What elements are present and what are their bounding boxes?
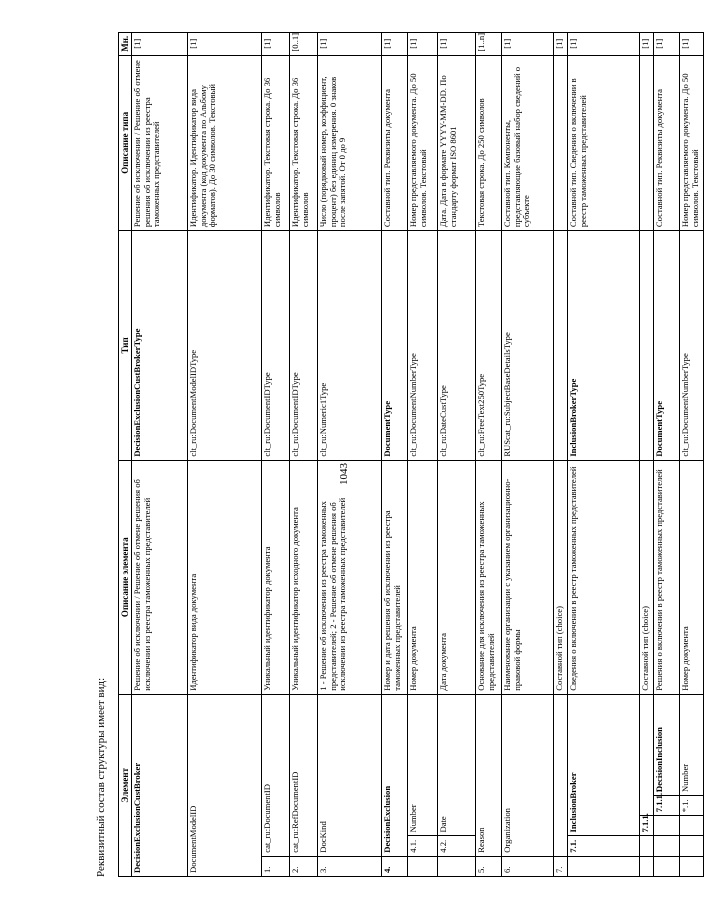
table-row xyxy=(408,33,438,877)
element-desc: Дата документа xyxy=(438,460,476,694)
element-number: 1. xyxy=(262,856,290,876)
type-name: DocumentType xyxy=(654,231,680,461)
page-number: 1043 xyxy=(338,463,350,485)
element-number: 4. xyxy=(382,856,408,876)
type-name: clt_ru:DocumentModelIDType xyxy=(188,231,262,461)
element-name: DocKind xyxy=(318,694,382,856)
table-row xyxy=(438,33,476,877)
intro-text: Реквизитный состав структуры имеет вид: xyxy=(95,677,107,877)
type-desc: Текстовая строка. До 250 символов xyxy=(476,55,502,231)
element-desc: Номер документа xyxy=(408,460,438,694)
element-name: DocumentModelID xyxy=(188,694,262,876)
element-name xyxy=(640,694,654,816)
element-desc: Сведения о включении в реестр таможенных представителей xyxy=(568,460,640,694)
multiplicity: [1] xyxy=(408,33,438,56)
type-name: DocumentType xyxy=(382,231,408,461)
multiplicity: [1] xyxy=(654,33,680,56)
type-name xyxy=(554,231,568,461)
multiplicity: [1] xyxy=(680,33,704,56)
table-header-row xyxy=(119,33,132,877)
multiplicity: [0..1] xyxy=(290,33,318,56)
table-row xyxy=(554,33,568,877)
type-name: clt_ru:DocumentNumberType xyxy=(408,231,438,461)
table-row xyxy=(654,33,680,877)
element-number: 7.1.1.1. xyxy=(654,796,680,816)
header-mn: Мн. xyxy=(119,33,132,56)
element-name: cat_ru:RefDocumentID xyxy=(290,694,318,856)
type-name: DecisionExclusionCustBrokerType xyxy=(132,231,188,461)
element-number: 6. xyxy=(502,856,554,876)
table-row xyxy=(290,33,318,877)
requisite-table xyxy=(118,32,704,877)
type-desc: Составной тип. Сведения о включении в реестр таможенных представителей xyxy=(568,55,640,231)
type-desc: Решение об исключении / Решение об отмене решения об исключении из реестра таможенных представителей xyxy=(132,55,188,231)
header-type: Тип xyxy=(119,231,132,461)
header-type-desc: Описание типа xyxy=(119,55,132,231)
table-row xyxy=(382,33,408,877)
element-name: cat_ru:DocumentID xyxy=(262,694,290,856)
element-number: 5. xyxy=(476,856,502,876)
element-name: Date xyxy=(438,694,476,836)
element-number: 3. xyxy=(318,856,382,876)
type-desc: Составной тип. Компоненты, представляющие базовый набор сведений о субъекте xyxy=(502,55,554,231)
table-row xyxy=(568,33,640,877)
type-desc: Номер представляемого документа. До 50 символов. Текстовый xyxy=(408,55,438,231)
multiplicity: [1..n] xyxy=(476,33,502,56)
type-desc xyxy=(554,55,568,231)
table-row xyxy=(262,33,290,877)
type-desc: Число (порядковый номер, коэффициент, процент) без единиц измерения. 0 знаков после запятой. От 0 до 9 xyxy=(318,55,382,231)
element-desc: Решение об исключении / Решение об отмене решения об исключении из реестра таможенных представителей xyxy=(132,460,188,694)
element-number: 7.1.1. xyxy=(640,816,654,836)
type-desc: Идентификатор. Текстовая строка. До 36 символов xyxy=(262,55,290,231)
element-desc: Составной тип (choice) xyxy=(554,460,568,694)
type-name: clt_ru:DocumentNumberType xyxy=(680,231,704,461)
type-name: RUScat_ru:SubjectBaseDetailsType xyxy=(502,231,554,461)
header-element: Элемент xyxy=(119,694,132,876)
multiplicity: [1] xyxy=(640,33,654,56)
element-name: Organization xyxy=(502,694,554,856)
type-name: clt_ru:FreeText250Type xyxy=(476,231,502,461)
type-name: clt_ru:Numeric1Type xyxy=(318,231,382,461)
type-name xyxy=(640,231,654,461)
multiplicity: [1] xyxy=(554,33,568,56)
element-desc: Номер документа xyxy=(680,460,704,694)
element-desc: Решения о включении в реестр таможенных представителей xyxy=(654,460,680,694)
multiplicity: [1] xyxy=(188,33,262,56)
element-desc: Уникальный идентификатор исходного документа xyxy=(290,460,318,694)
element-name: Number xyxy=(680,694,704,795)
element-name: DecisionInclusion xyxy=(654,694,680,795)
type-name: clt_ru:DocumentIDType xyxy=(290,231,318,461)
multiplicity: [1] xyxy=(382,33,408,56)
element-name: DecisionExclusion xyxy=(382,694,408,856)
element-name: Number xyxy=(408,694,438,836)
type-desc: Номер представляемого документа. До 50 символов. Текстовый xyxy=(680,55,704,231)
type-desc xyxy=(640,55,654,231)
type-desc: Идентификатор. Текстовая строка. До 36 символов xyxy=(290,55,318,231)
element-number: 4.2. xyxy=(438,836,476,856)
element-number: 7. xyxy=(554,856,568,876)
element-number: 4.1. xyxy=(408,836,438,856)
element-desc: 1 - Решение об исключении из реестра таможенных представителей; 2 - Решение об отмене решения об исключении из реестра таможенных представителей xyxy=(318,460,382,694)
element-number: 7.1. xyxy=(568,836,640,856)
table-row xyxy=(502,33,554,877)
element-number: *.1. xyxy=(680,796,704,816)
type-desc: Дата. Дата в формате YYYY-MM-DD. По стандарту формат ISO 8601 xyxy=(438,55,476,231)
multiplicity: [1] xyxy=(262,33,290,56)
table-row xyxy=(132,33,188,877)
table-row xyxy=(680,33,704,877)
multiplicity: [1] xyxy=(568,33,640,56)
element-name xyxy=(554,694,568,856)
element-desc: Основание для исключения из реестра таможенных представителей xyxy=(476,460,502,694)
element-desc: Идентификатор вида документа xyxy=(188,460,262,694)
element-desc: Составной тип (choice) xyxy=(640,460,654,694)
element-desc: Наименование организации с указанием организационно-правовой формы xyxy=(502,460,554,694)
type-desc: Составной тип. Реквизиты документа xyxy=(654,55,680,231)
type-name: clt_ru:DocumentIDType xyxy=(262,231,290,461)
element-name: Reason xyxy=(476,694,502,856)
table-row xyxy=(476,33,502,877)
table-row xyxy=(640,33,654,877)
element-name: InclusionBroker xyxy=(568,694,640,836)
type-desc: Идентификатор. Идентификатор вида документа (код документа по Альбому форматов). До 30 символов. Текстовый xyxy=(188,55,262,231)
type-name: clt_ru:DateCustType xyxy=(438,231,476,461)
multiplicity: [1] xyxy=(132,33,188,56)
element-desc: Номер и дата решения об исключении из реестра таможенных представителей xyxy=(382,460,408,694)
type-name: InclusionBrokerType xyxy=(568,231,640,461)
table-row xyxy=(188,33,262,877)
type-desc: Составной тип. Реквизиты документа xyxy=(382,55,408,231)
element-name: DecisionExclusionCustBroker xyxy=(132,694,188,876)
element-number: 2. xyxy=(290,856,318,876)
table-row xyxy=(318,33,382,877)
multiplicity: [1] xyxy=(502,33,554,56)
multiplicity: [1] xyxy=(438,33,476,56)
header-element-desc: Описание элемента xyxy=(119,460,132,694)
multiplicity: [1] xyxy=(318,33,382,56)
element-desc: Уникальный идентификатор документа xyxy=(262,460,290,694)
